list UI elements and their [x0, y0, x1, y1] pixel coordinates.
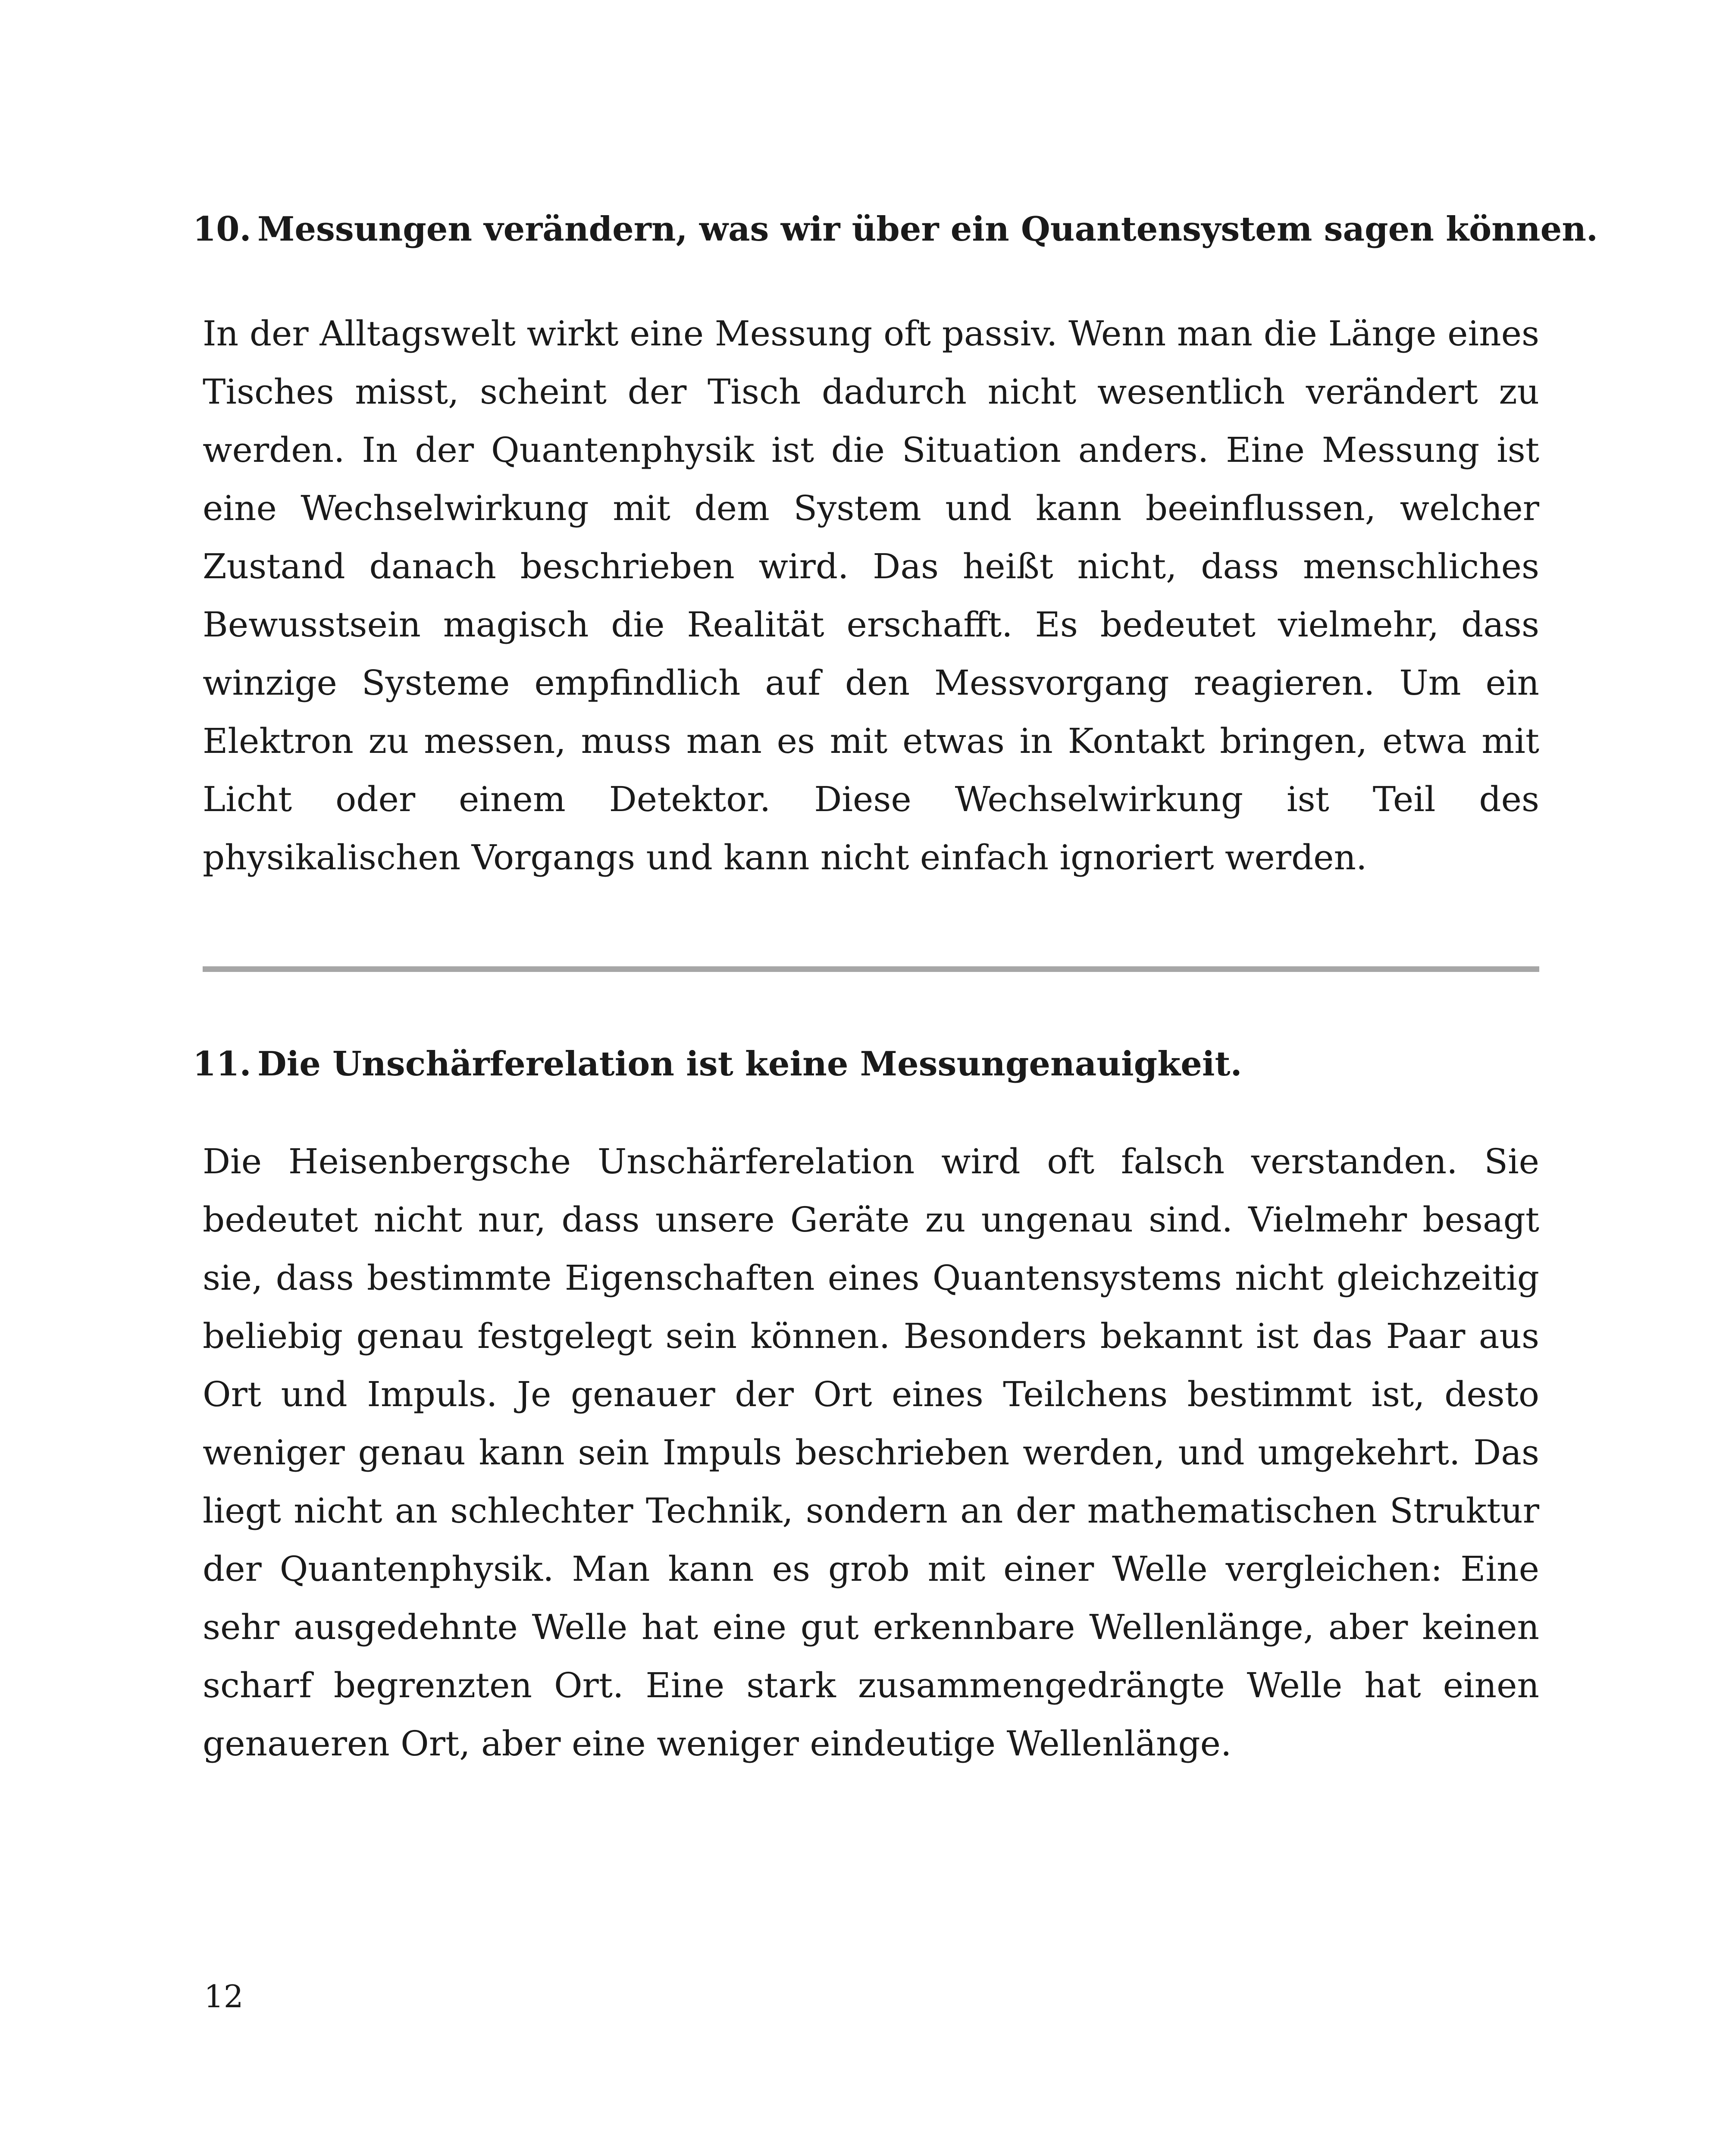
page-number: 12 [204, 1978, 244, 2015]
section-title: Die Unschärferelation ist keine Messungenauigkeit. [257, 1044, 1242, 1084]
section-10-heading [193, 208, 1598, 251]
section-number: 11. [193, 1044, 251, 1084]
section-11-heading [193, 1043, 1547, 1086]
section-10-paragraph: In der Alltagswelt wirkt eine Messung oft passiv. Wenn man die Länge eines Tisches misst, scheint der Tisch dadurch nicht wesentlich verändert zu werden. In der Quantenphysik ist die Situation anders. Eine Messung ist eine Wechselwirkung mit dem System und kann beeinflussen, welcher Zustand danach beschrieben wird. Das heißt nicht, dass menschliches Bewusstsein magisch die Realität erschafft. Es bedeutet vielmehr, dass winzige Systeme empfindlich auf den Messvorgang reagieren. Um ein Elektron zu messen, muss man es mit etwas in Kontakt bringen, etwa mit Licht oder einem Detektor. Diese Wechselwirkung ist Teil des physikalischen Vorgangs und kann nicht einfach ignoriert werden. [203, 313, 1539, 877]
section-divider [203, 966, 1539, 972]
section-title: Messungen verändern, was wir über ein Quantensystem sagen können. [257, 210, 1598, 249]
section-11-paragraph: Die Heisenbergsche Unschärferelation wird oft falsch verstanden. Sie bedeutet nicht nur, dass unsere Geräte zu ungenau sind. Vielmehr besagt sie, dass bestimmte Eigenschaften eines Quantensystems nicht gleichzeitig beliebig genau festgelegt sein können. Besonders bekannt ist das Paar aus Ort und Impuls. Je genauer der Ort eines Teilchens bestimmt ist, desto weniger genau kann sein Impuls beschrieben werden, und umgekehrt. Das liegt nicht an schlechter Technik, sondern an der mathematischen Struktur der Quantenphysik. Man kann es grob mit einer Welle vergleichen: Eine sehr ausgedehnte Welle hat eine gut erkennbare Wellenlänge, aber keinen scharf begrenzten Ort. Eine stark zusammengedrängte Welle hat einen genaueren Ort, aber eine weniger eindeutige Wellenlänge. [203, 1141, 1539, 1764]
section-number: 10. [193, 210, 251, 249]
